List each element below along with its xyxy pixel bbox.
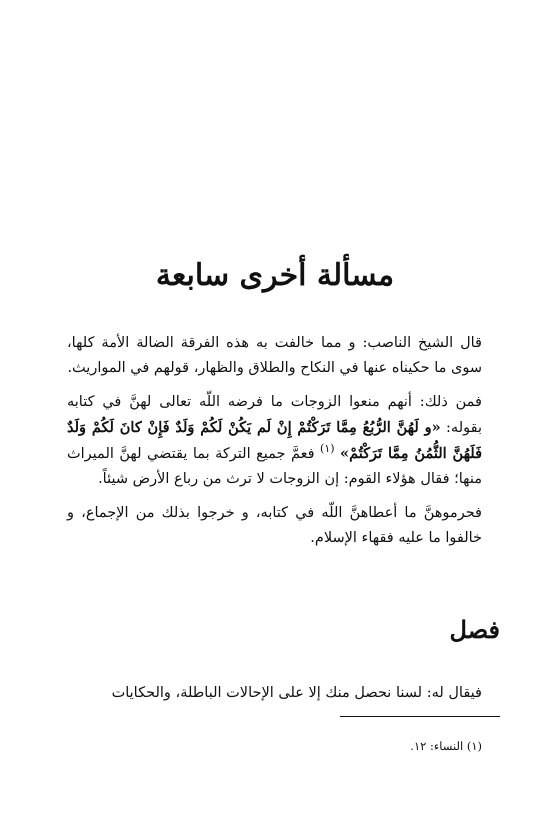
paragraph-2-intro: فمن ذلك: أنهم منعوا الزوجات ما فرضه اللّه تعالى لهنَّ في كتابه بقوله: (67, 394, 482, 436)
paragraph-2-rest: فعمَّ جميع التركة بما يقتضي لهنَّ الميراث منها؛ فقال هؤلاء القوم: إن الزوجات لا ترث من رباع الأرض شيئاً. (67, 446, 482, 487)
body-text (67, 331, 482, 560)
paragraph-1: قال الشيخ الناصب: و مما خالفت به هذه الفرقة الضالة الأمة كلها، سوى ما حكيناه عنها في النكاح والطلاق والظهار، قولهم في المواريث. (67, 335, 482, 376)
chapter-title: مسألة أخرى سابعة (155, 258, 395, 293)
quran-verse: «و لَهُنَّ الرُّبُعُ مِمَّا تَرَكْتُمْ إِنْ لَم يَكُنْ لَكُمْ وَلَدٌ فَإِنْ كانَ لَكُمْ وَلَدٌ فَلَهُنَّ الثُّمُنُ مِمَّا تَرَكْتُمْ» (67, 419, 483, 462)
section-first-line: فيقال له: لسنا نحصل منك إلا على الإحالات الباطلة، والحكايات (111, 685, 482, 701)
paragraph-3: فحرموهنَّ ما أعطاهنَّ اللّه في كتابه، و خرجوا بذلك من الإجماع، و خالفوا ما عليه فقهاء الإسلام. (67, 505, 482, 546)
footnote: (١) النساء: ١٢. (410, 739, 482, 753)
paragraph-2 (67, 390, 482, 492)
footnote-divider (340, 716, 500, 717)
section-heading: فصل (449, 615, 500, 644)
footnote-marker: (١) (320, 442, 335, 456)
